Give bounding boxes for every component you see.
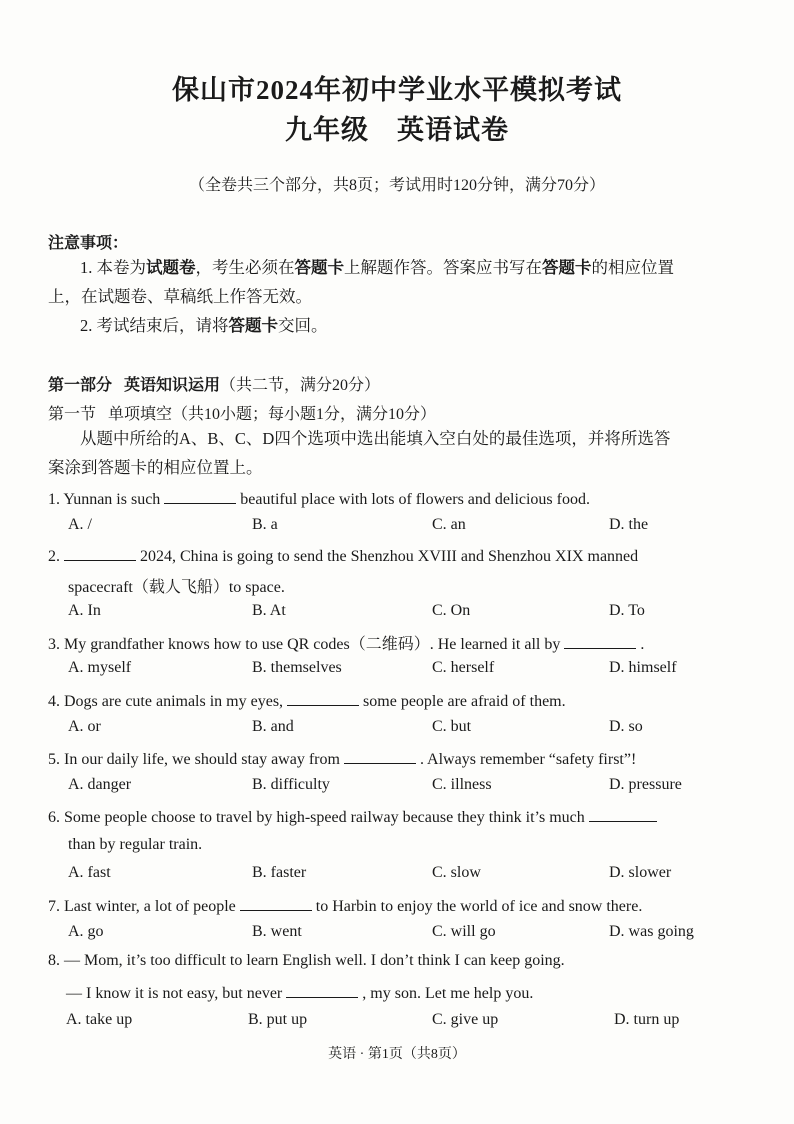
question-text: to Harbin to enjoy the world of ice and snow there. xyxy=(315,898,643,915)
notice-item-1 xyxy=(80,257,674,279)
question-2-cont: spacecraft（载人飞船）to space. xyxy=(68,579,285,596)
question-6 xyxy=(48,805,758,827)
section-note: （共10小题；每小题1分，满分10分） xyxy=(172,406,437,423)
option-d: D. himself xyxy=(609,659,677,676)
question-1 xyxy=(48,487,758,509)
question-text: beautiful place with lots of flowers and delicious food. xyxy=(240,491,590,508)
notice-item-1-cont: 上，在试题卷、草稿纸上作答无效。 xyxy=(48,287,312,306)
answer-blank xyxy=(64,544,136,561)
subject-label: 英语试卷 xyxy=(397,115,509,145)
notice-heading: 注意事项： xyxy=(48,235,129,252)
question-text: 4. Dogs are cute animals in my eyes, xyxy=(48,693,284,710)
option-b: B. faster xyxy=(252,864,307,881)
question-text: . xyxy=(640,636,645,653)
question-text: 2. xyxy=(48,548,60,565)
question-7 xyxy=(48,894,758,916)
answer-blank xyxy=(164,487,236,504)
option-a: A. go xyxy=(68,923,104,940)
options-q4 xyxy=(68,718,748,740)
option-b: B. themselves xyxy=(252,659,342,676)
notice-emphasis: 答题卡 xyxy=(542,258,592,277)
option-d: D. slower xyxy=(609,864,672,881)
option-c: C. but xyxy=(432,718,472,735)
option-b: B. went xyxy=(252,923,302,940)
option-d: D. was going xyxy=(609,923,694,940)
notice-text: 交回。 xyxy=(278,316,328,335)
notice-item-2 xyxy=(80,315,328,337)
part-note: （共二节，满分20分） xyxy=(220,377,381,394)
option-c: C. illness xyxy=(432,776,492,793)
option-d: D. pressure xyxy=(609,776,682,793)
options-q3 xyxy=(68,659,748,681)
question-4 xyxy=(48,689,758,711)
question-text: , my son. Let me help you. xyxy=(362,985,534,1002)
page-footer: 英语 · 第1页（共8页） xyxy=(328,1047,466,1062)
question-text: 1. Yunnan is such xyxy=(48,491,161,508)
question-text: some people are afraid of them. xyxy=(363,693,566,710)
option-b: B. At xyxy=(252,602,286,619)
notice-text: 2. 考试结束后，请将 xyxy=(80,316,229,335)
answer-blank xyxy=(344,747,416,764)
answer-blank xyxy=(287,689,359,706)
notice-text: 的相应位置 xyxy=(591,258,674,277)
question-5 xyxy=(48,747,758,769)
option-d: D. turn up xyxy=(614,1011,680,1028)
notice-emphasis: 答题卡 xyxy=(228,316,278,335)
answer-blank xyxy=(286,981,358,998)
question-8: 8. — Mom, it’s too difficult to learn English well. I don’t think I can keep going. xyxy=(48,952,565,969)
option-a: A. danger xyxy=(68,776,132,793)
option-a: A. myself xyxy=(68,659,132,676)
exam-subject-title xyxy=(0,108,794,147)
question-text: 6. Some people choose to travel by high-speed railway because they think it’s much xyxy=(48,809,585,826)
option-c: C. slow xyxy=(432,864,481,881)
question-text: 3. My grandfather knows how to use QR codes（二维码）. He learned it all by xyxy=(48,636,561,653)
notice-emphasis: 答题卡 xyxy=(294,258,344,277)
answer-blank xyxy=(240,894,312,911)
part-label: 第一部分 xyxy=(48,377,113,394)
grade-label: 九年级 xyxy=(285,115,369,145)
part-name: 英语知识运用 xyxy=(124,377,221,394)
options-q6 xyxy=(68,864,748,886)
option-a: A. take up xyxy=(66,1011,133,1028)
question-text: 5. In our daily life, we should stay away from xyxy=(48,751,340,768)
section-label: 第一节 xyxy=(48,406,97,423)
option-c: C. an xyxy=(432,516,466,533)
exam-info: （全卷共三个部分，共8页；考试用时120分钟，满分70分） xyxy=(188,177,605,194)
question-3 xyxy=(48,631,758,654)
question-2 xyxy=(48,544,758,566)
notice-text: ，考生必须在 xyxy=(195,258,295,277)
answer-blank xyxy=(589,805,657,822)
option-d: D. so xyxy=(609,718,643,735)
question-6-cont: than by regular train. xyxy=(68,836,203,853)
option-a: A. or xyxy=(68,718,101,735)
option-d: D. the xyxy=(609,516,649,533)
option-d: D. To xyxy=(609,602,645,619)
option-a: A. In xyxy=(68,602,101,619)
notice-text: 1. 本卷为 xyxy=(80,258,146,277)
section-name: 单项填空 xyxy=(108,406,173,423)
option-b: B. and xyxy=(252,718,294,735)
question-8-cont xyxy=(66,981,776,1003)
question-text: . Always remember “safety first”! xyxy=(419,751,637,768)
notice-emphasis: 试题卷 xyxy=(146,258,196,277)
option-c: C. On xyxy=(432,602,471,619)
options-q1 xyxy=(68,516,748,538)
option-a: A. fast xyxy=(68,864,111,881)
option-c: C. herself xyxy=(432,659,495,676)
options-q8 xyxy=(66,1011,746,1033)
answer-blank xyxy=(564,632,636,649)
option-a: A. / xyxy=(68,516,92,533)
instructions-line-2: 案涂到答题卡的相应位置上。 xyxy=(48,458,263,477)
options-q2 xyxy=(68,602,748,624)
notice-text: 上解题作答。答案应书写在 xyxy=(344,258,542,277)
part-heading xyxy=(48,372,380,395)
section-heading xyxy=(48,401,436,424)
option-b: B. put up xyxy=(248,1011,308,1028)
option-c: C. will go xyxy=(432,923,496,940)
question-text: 2024, China is going to send the Shenzhou XVIII and Shenzhou XIX manned xyxy=(140,548,639,565)
exam-title: 保山市2024年初中学业水平模拟考试 xyxy=(172,75,622,105)
option-c: C. give up xyxy=(432,1011,499,1028)
question-text: — I know it is not easy, but never xyxy=(66,985,283,1002)
options-q5 xyxy=(68,776,748,798)
question-text: 7. Last winter, a lot of people xyxy=(48,898,236,915)
option-b: B. a xyxy=(252,516,278,533)
instructions-line-1: 从题中所给的A、B、C、D四个选项中选出能填入空白处的最佳选项，并将所选答 xyxy=(80,429,671,448)
option-b: B. difficulty xyxy=(252,776,330,793)
options-q7 xyxy=(68,923,748,945)
